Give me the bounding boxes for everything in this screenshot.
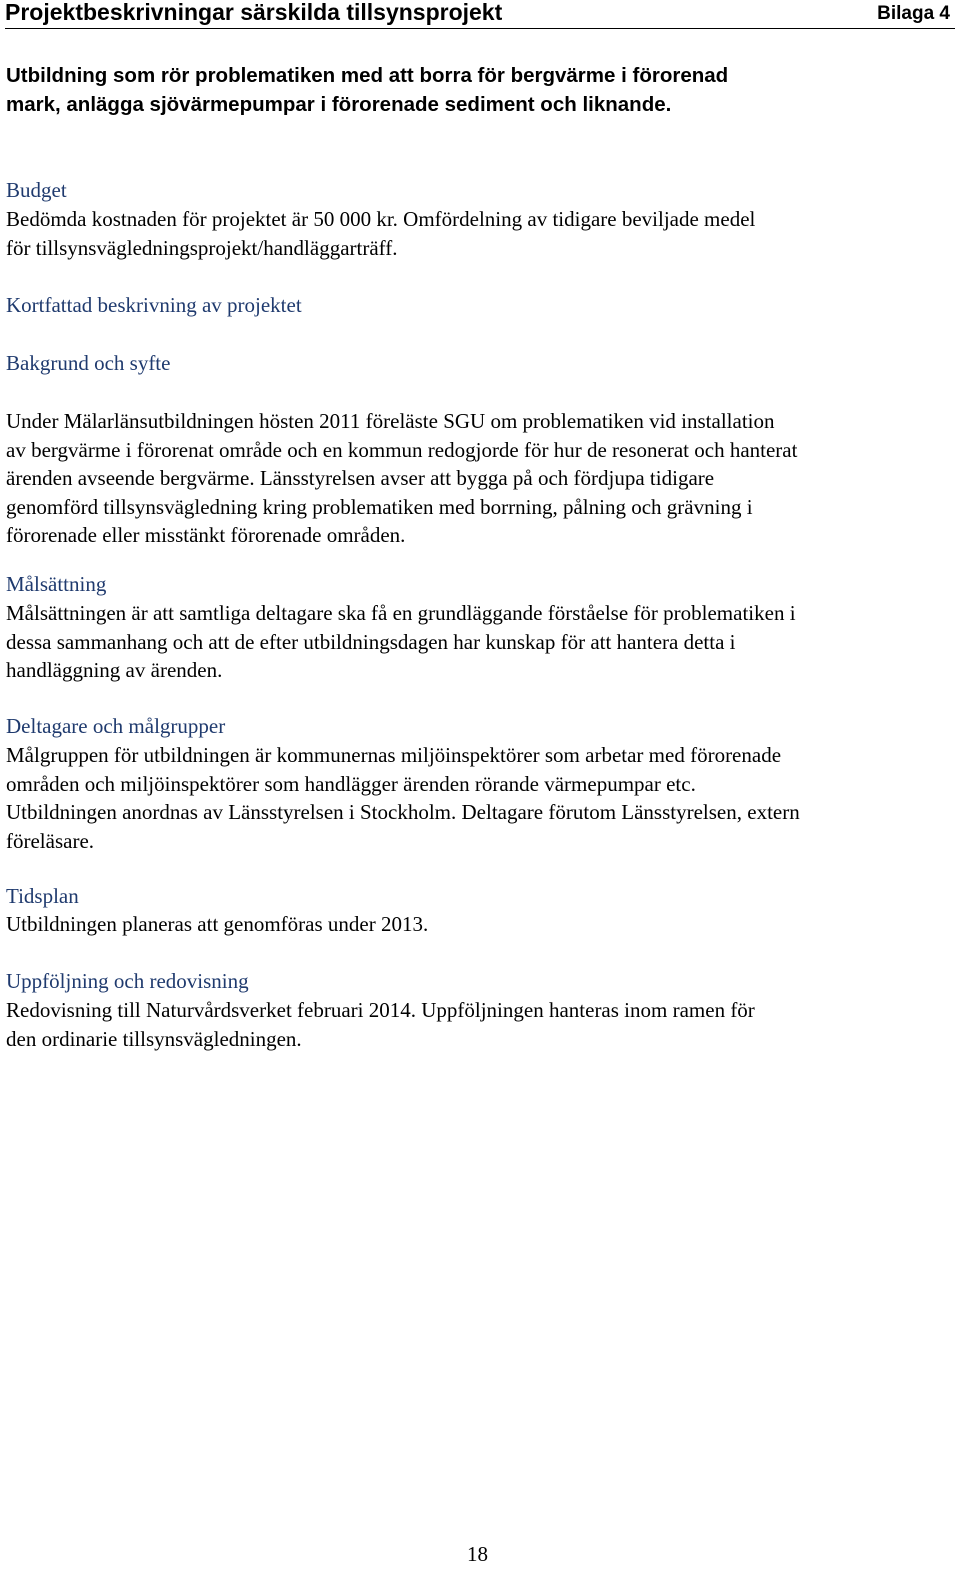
participants-line: områden och miljöinspektörer som handlägger ärenden rörande värmepumpar etc.	[6, 771, 696, 796]
project-title-line: mark, anlägga sjövärmepumpar i förorenade sediment och liknande.	[6, 93, 672, 116]
goal-line: dessa sammanhang och att de efter utbildningsdagen har kunskap för att hantera detta i	[6, 629, 736, 654]
background-line: av bergvärme i förorenat område och en kommun redogjorde för hur de resonerat och hanterat	[6, 437, 798, 462]
schedule-heading: Tidsplan	[6, 884, 79, 908]
page-number: 18	[467, 1542, 488, 1566]
budget-heading: Budget	[6, 178, 67, 202]
participants-line: Utbildningen anordnas av Länsstyrelsen i Stockholm. Deltagare förutom Länsstyrelsen, extern	[6, 800, 800, 824]
schedule-text	[6, 910, 428, 939]
background-line: ärenden avseende bergvärme. Länsstyrelsen avser att bygga på och fördjupa tidigare	[6, 466, 715, 490]
summary-heading: Kortfattad beskrivning av projektet	[6, 293, 302, 317]
goal-line: handläggning av ärenden.	[6, 658, 223, 682]
budget-line: Bedömda kostnaden för projektet är 50 000 kr. Omfördelning av tidigare beviljade medel	[6, 207, 756, 231]
followup-line: den ordinarie tillsynsvägledningen.	[6, 1026, 302, 1051]
document-title: Projektbeskrivningar särskilda tillsynsprojekt	[5, 0, 503, 25]
project-title	[6, 61, 936, 119]
appendix-label: Bilaga 4	[877, 3, 950, 24]
background-text	[6, 407, 797, 550]
participants-line: föreläsare.	[6, 828, 95, 853]
followup-text	[6, 996, 755, 1053]
background-line: förorenade eller misstänkt förorenade områden.	[6, 523, 406, 547]
background-line: Under Mälarlänsutbildningen hösten 2011 föreläste SGU om problematiken vid installation	[6, 409, 775, 433]
followup-line: Redovisning till Naturvårdsverket februari 2014. Uppföljningen hanteras inom ramen för	[6, 998, 755, 1022]
goal-heading: Målsättning	[6, 572, 107, 596]
page-header	[5, 0, 955, 29]
participants-text	[6, 741, 800, 855]
schedule-line: Utbildningen planeras att genomföras under 2013.	[6, 912, 429, 936]
goal-line: Målsättningen är att samtliga deltagare ska få en grundläggande förståelse för problematiken i	[6, 601, 796, 625]
budget-line: för tillsynsvägledningsprojekt/handläggarträff.	[6, 235, 398, 260]
project-title-line: Utbildning som rör problematiken med att borra för bergvärme i förorenad	[6, 64, 729, 87]
background-line: genomförd tillsynsvägledning kring problematiken med borrning, pålning och grävning i	[6, 494, 753, 519]
participants-heading: Deltagare och målgrupper	[6, 714, 226, 738]
followup-heading: Uppföljning och redovisning	[6, 969, 249, 993]
participants-line: Målgruppen för utbildningen är kommunernas miljöinspektörer som arbetar med förorenade	[6, 743, 782, 767]
background-heading: Bakgrund och syfte	[6, 351, 171, 375]
budget-text	[6, 205, 755, 262]
goal-text	[6, 599, 796, 685]
